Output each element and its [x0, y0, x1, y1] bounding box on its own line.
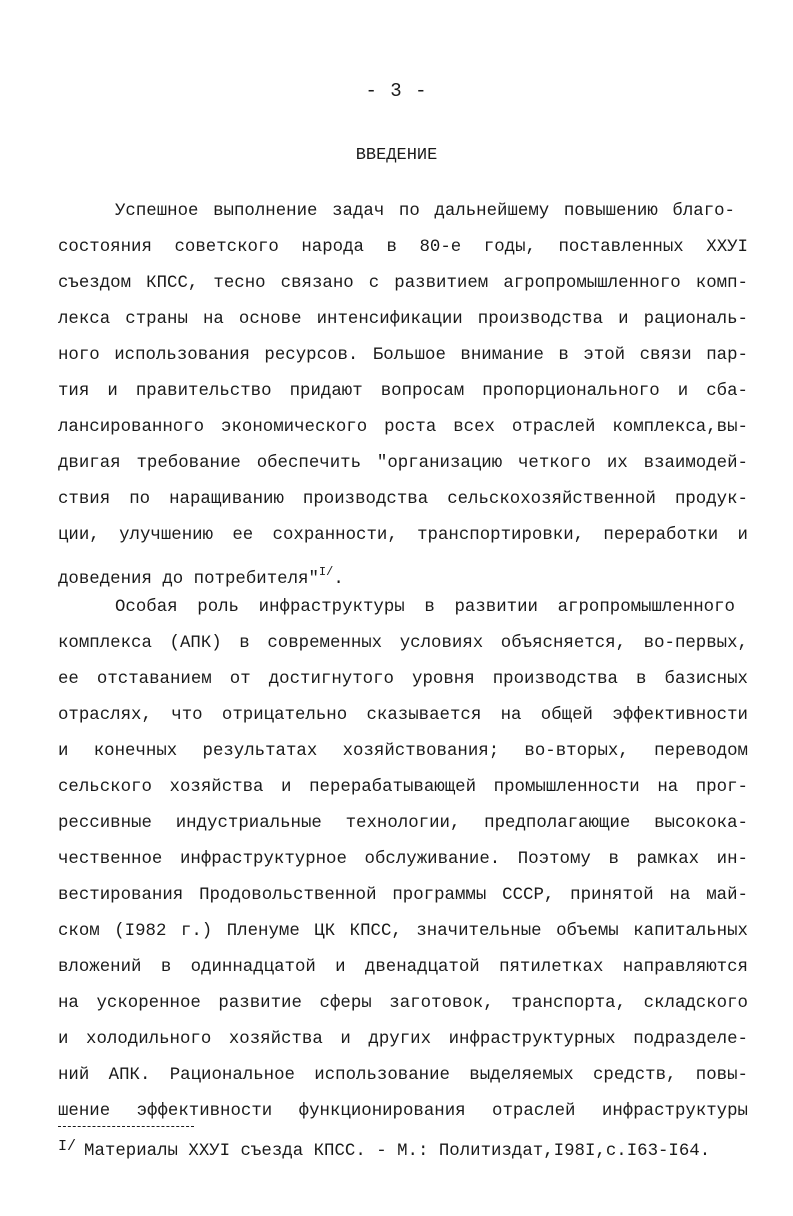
paragraph-2-line: и холодильного хозяйства и других инфраструктурных подразделе-	[58, 1030, 748, 1049]
paragraph-2-line: и конечных результатах хозяйствования; во-вторых, переводом	[58, 742, 748, 761]
paragraph-2-line: ском (I982 г.) Пленуме ЦК КПСС, значительные объемы капитальных	[58, 922, 748, 941]
paragraph-1-line: двигая требование обеспечить "организацию четкого их взаимодей-	[58, 454, 748, 473]
paragraph-2-line: сельского хозяйства и перерабатывающей промышленности на прог-	[58, 778, 748, 797]
paragraph-1-line: лекса страны на основе интенсификации производства и рациональ-	[58, 310, 748, 329]
page-number: - 3 -	[365, 80, 428, 102]
paragraph-2-line: на ускоренное развитие сферы заготовок, транспорта, складского	[58, 994, 748, 1013]
paragraph-1-line: съездом КПСС, тесно связано с развитием агропромышленного комп-	[58, 274, 748, 293]
paragraph-1-line: тия и правительство придают вопросам пропорционального и сба-	[58, 382, 748, 401]
paragraph-2-line: ний АПК. Рациональное использование выделяемых средств, повы-	[58, 1066, 748, 1085]
paragraph-2-line: рессивные индустриальные технологии, предполагающие высокока-	[58, 814, 748, 833]
paragraph-1-period: .	[333, 570, 344, 589]
footnote	[58, 1136, 748, 1163]
paragraph-1-line: состояния советского народа в 80-е годы, поставленных XXУI	[58, 238, 748, 257]
paragraph-2-line: чественное инфраструктурное обслуживание. Поэтому в рамках ин-	[58, 850, 748, 869]
footnote-mark: I/	[58, 1138, 77, 1155]
paragraph-2-line: Особая роль инфраструктуры в развитии агропромышленного	[115, 598, 735, 617]
footnote-text: Материалы XXУI съезда КПСС. - М.: Политиздат,I98I,с.I63-I64.	[84, 1142, 711, 1161]
paragraph-1-line: ствия по наращиванию производства сельскохозяйственной продук-	[58, 490, 748, 509]
paragraph-1-last-text: доведения до потребителя"	[58, 570, 319, 589]
paragraph-1-last-line	[58, 561, 748, 591]
paragraph-2-line: вестирования Продовольственной программы СССР, принятой на май-	[58, 886, 748, 905]
paragraph-2-line: отраслях, что отрицательно сказывается на общей эффективности	[58, 706, 748, 725]
paragraph-1-line: ного использования ресурсов. Большое внимание в этой связи пар-	[58, 346, 748, 365]
paragraph-1-line: лансированного экономического роста всех отраслей комплекса,вы-	[58, 418, 748, 437]
paragraph-2-line: вложений в одиннадцатой и двенадцатой пятилетках направляются	[58, 958, 748, 977]
paragraph-2-line: ее отставанием от достигнутого уровня производства в базисных	[58, 670, 748, 689]
paragraph-2-line: шение эффективности функционирования отраслей инфраструктуры	[58, 1102, 748, 1121]
paragraph-1-line: Успешное выполнение задач по дальнейшему повышению благо-	[115, 202, 735, 221]
paragraph-1-line: ции, улучшению ее сохранности, транспортировки, переработки и	[58, 526, 748, 545]
footnote-reference: I/	[318, 565, 334, 579]
paragraph-2-line: комплекса (АПК) в современных условиях объясняется, во-первых,	[58, 634, 748, 653]
section-heading: ВВЕДЕНИЕ	[355, 146, 438, 165]
footnote-separator	[58, 1126, 194, 1127]
